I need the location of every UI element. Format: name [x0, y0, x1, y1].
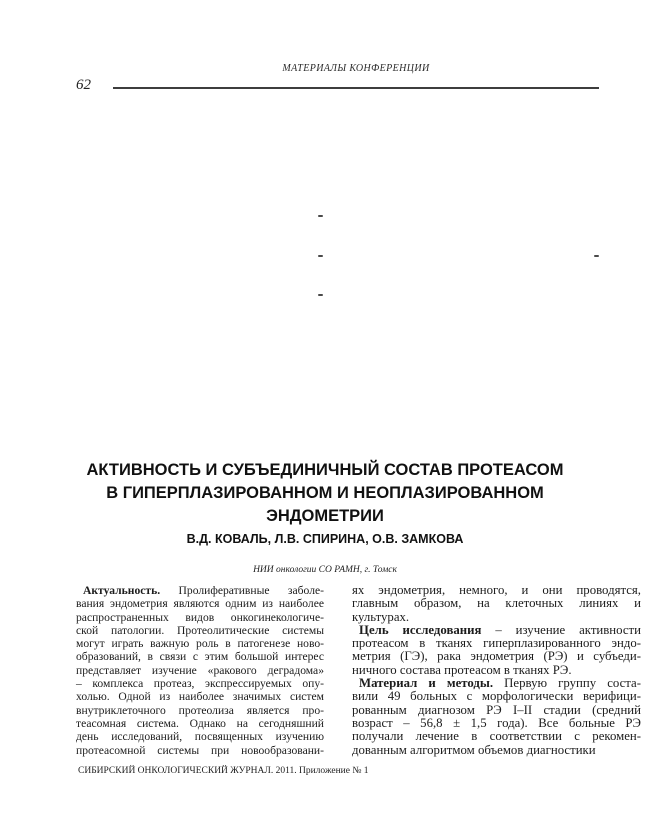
stray-dash-mark [318, 215, 323, 217]
body-text-line: Цель исследования – изучение активности [359, 622, 641, 637]
page-number: 62 [76, 77, 91, 93]
body-text-line: теасомная система. Однако на сегодняшний [76, 716, 324, 730]
body-text-line: рованным диагнозом РЭ I–II стадии (средний [352, 702, 641, 717]
body-text-line: ничного состава протеасом в тканях РЭ. [352, 662, 572, 677]
stray-dash-mark [594, 255, 599, 257]
body-column-right [352, 584, 641, 757]
body-text-line: ях эндометрия, немного, и они проводятся, [352, 583, 641, 597]
running-head: МАТЕРИАЛЫ КОНФЕРЕНЦИИ [282, 63, 430, 74]
stray-dash-mark [318, 294, 323, 296]
body-text-line: образований, в связи с этим большой интерес [76, 650, 324, 664]
header-rule [113, 87, 599, 89]
body-text-line: протеасом в тканях гиперплазированного эндо- [352, 636, 641, 651]
body-text-line: главным образом, на клеточных линиях и [352, 596, 641, 611]
article-title-line: АКТИВНОСТЬ И СУБЪЕДИНИЧНЫЙ СОСТАВ ПРОТЕАСОМ [86, 461, 564, 479]
article-title-line: В ГИПЕРПЛАЗИРОВАННОМ И НЕОПЛАЗИРОВАННОМ [106, 484, 544, 503]
body-text-line: холью. Одной из наиболее значимых систем [76, 690, 324, 704]
body-text-line: протеасомной системы при новообразовани- [76, 743, 324, 757]
body-text-line: – комплекса протеаз, экспрессируемых опу- [76, 677, 324, 691]
body-text-line: дованным алгоритмом объемов диагностики [352, 742, 596, 757]
article-affiliation: НИИ онкологии СО РАМН, г. Томск [253, 565, 397, 575]
article-title-line: ЭНДОМЕТРИИ [266, 507, 384, 526]
body-text-line: культурах. [352, 609, 410, 624]
body-text-line: ской патологии. Протеолитические системы [76, 623, 324, 637]
article-authors: В.Д. КОВАЛЬ, Л.В. СПИРИНА, О.В. ЗАМКОВА [186, 532, 464, 546]
body-text-line: распространенных видов онкогинекологиче- [76, 610, 324, 624]
body-text-line: Актуальность. Пролиферативные заболе- [83, 584, 324, 597]
body-column-left [76, 584, 324, 757]
body-text-line: могут играть важную роль в патогенезе ново- [76, 637, 324, 651]
body-text-line: метрия (ГЭ), рака эндометрия (РЭ) и субъеди- [352, 649, 641, 664]
body-text-line: вания эндометрия являются одним из наиболее [76, 597, 324, 611]
body-text-line: внутриклеточного протеолиза является про- [76, 703, 324, 717]
body-text-line: Материал и методы. Первую группу соста- [359, 676, 641, 691]
stray-dash-mark [318, 255, 323, 257]
article-title [78, 459, 572, 529]
body-text-line: вили 49 больных с морфологически верифици- [352, 689, 641, 704]
body-text-line: представляет изучение «ракового деградома» [76, 663, 324, 677]
body-text-line: получали лечение в соответствии с рекомен- [352, 729, 641, 744]
body-text-line: возраст – 56,8 ± 1,5 года). Все больные РЭ [352, 715, 641, 730]
journal-footer: СИБИРСКИЙ ОНКОЛОГИЧЕСКИЙ ЖУРНАЛ. 2011. Приложение № 1 [78, 766, 369, 776]
body-text-line: день исследований, посвященных изучению [76, 730, 324, 744]
